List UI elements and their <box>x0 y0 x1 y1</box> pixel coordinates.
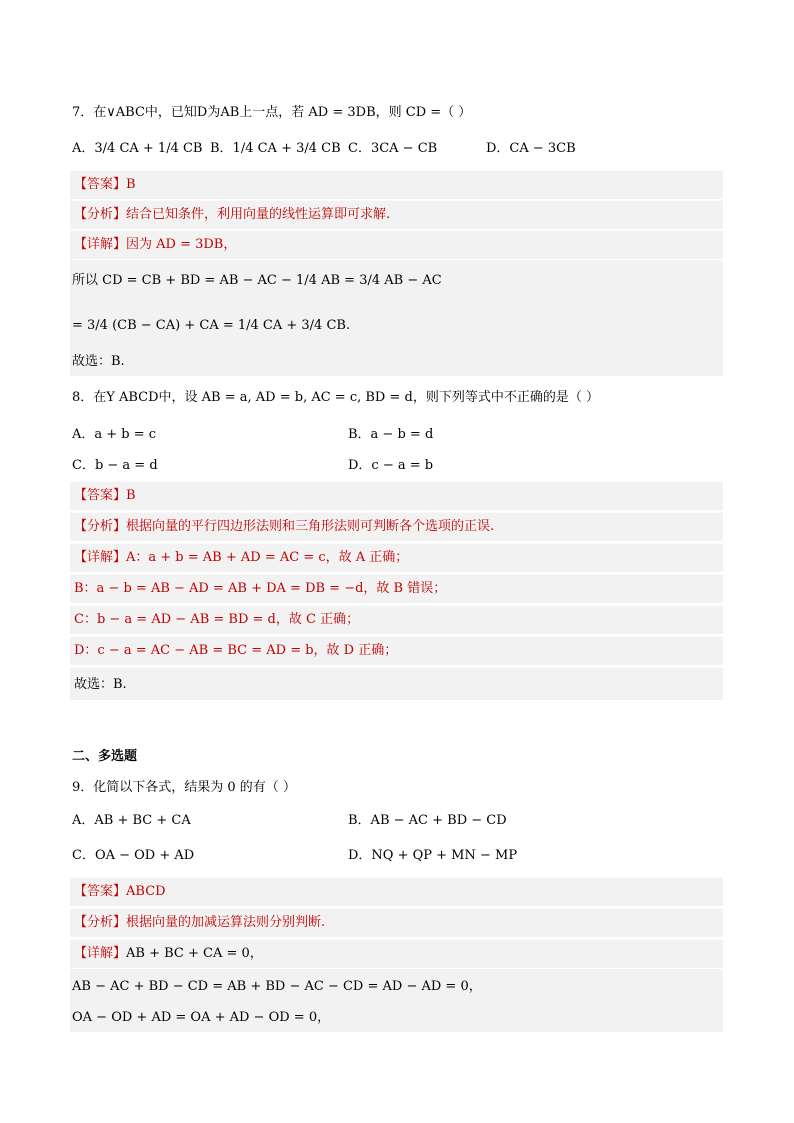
q7-analysis-row <box>70 200 723 229</box>
q8-option-d: D．c − a = b <box>348 458 434 473</box>
q9-option-d: D．NQ + QP + MN − MP <box>348 848 518 863</box>
q9-detail-row <box>70 939 723 968</box>
q8-detail-c-row <box>70 605 723 634</box>
q8-option-b: B．a − b = d <box>348 427 434 442</box>
analysis-tag: 【分析】 <box>74 207 127 222</box>
q9-option-b: B．AB − AC + BD − CD <box>348 813 507 828</box>
q7-detail: 因为 AD = 3DB， <box>126 237 237 252</box>
q8-analysis-row <box>70 512 723 541</box>
analysis-tag: 【分析】 <box>74 915 127 930</box>
detail-tag: 【详解】 <box>74 550 127 565</box>
q7-step-1: 所以 CD = CB + BD = AB − AC − 1/4 AB = 3/4 AB − AC <box>72 273 442 288</box>
analysis-tag: 【分析】 <box>74 519 127 534</box>
q9-stem: 9．化简以下各式，结果为 0 的有（ ） <box>72 780 296 795</box>
q8-answer: B <box>126 488 136 503</box>
answer-tag: 【答案】 <box>74 177 127 192</box>
q7-analysis: 结合已知条件，利用向量的线性运算即可求解. <box>126 207 391 222</box>
q7-answer-row <box>70 170 723 199</box>
q8-detail-d-row <box>70 636 723 665</box>
q8-answer-row <box>70 481 723 510</box>
q9-analysis-row <box>70 908 723 937</box>
q7-detail-row <box>70 230 723 259</box>
q8-conclusion-row <box>70 667 723 700</box>
q7-stem: 7．在∨ABC中，已知D为AB上一点，若 AD = 3DB，则 CD =（ ） <box>72 105 472 120</box>
q9-answer: ABCD <box>126 884 166 899</box>
q9-step-1: AB − AC + BD − CD = AB + BD − AC − CD = AD − AD = 0， <box>72 979 482 994</box>
q8-detail-row <box>70 543 723 572</box>
q8-analysis: 根据向量的平行四边形法则和三角形法则可判断各个选项的正误. <box>126 519 495 534</box>
q8-conclusion: 故选：B. <box>74 677 127 692</box>
q8-detail-b: B：a − b = AB − AD = AB + DA = DB = −d，故 B 错误； <box>74 581 447 596</box>
q9-option-c: C．OA − OD + AD <box>72 848 195 863</box>
q8-detail-a: A：a + b = AB + AD = AC = c，故 A 正确； <box>126 550 409 565</box>
answer-tag: 【答案】 <box>74 488 127 503</box>
answer-tag: 【答案】 <box>74 884 127 899</box>
q8-detail-b-row <box>70 574 723 603</box>
q9-step-2: OA − OD + AD = OA + AD − OD = 0， <box>72 1010 331 1025</box>
q8-option-a: A．a + b = c <box>72 427 157 442</box>
q9-option-a: A．AB + BC + CA <box>72 813 191 828</box>
section-heading: 二、多选题 <box>72 749 138 764</box>
q9-answer-row <box>70 877 723 906</box>
q8-detail-d: D：c − a = AC − AB = BC = AD = b，故 D 正确； <box>74 643 398 658</box>
q8-option-c: C．b − a = d <box>72 458 158 473</box>
detail-tag: 【详解】 <box>74 237 127 252</box>
q9-analysis: 根据向量的加减运算法则分别判断. <box>126 915 326 930</box>
q7-option-a: A．3/4 CA + 1/4 CB <box>72 141 203 156</box>
q7-answer: B <box>126 177 136 192</box>
q9-detail: AB + BC + CA = 0， <box>126 946 263 961</box>
q7-conclusion: 故选：B. <box>72 354 125 369</box>
q7-option-b: B．1/4 CA + 3/4 CB <box>210 141 341 156</box>
q8-stem: 8．在Y ABCD中，设 AB = a, AD = b, AC = c, BD = d，则下列等式中不正确的是（ ） <box>72 390 599 405</box>
q7-option-c: C．3CA − CB <box>348 141 438 156</box>
q8-detail-c: C：b − a = AD − AB = BD = d，故 C 正确； <box>74 612 360 627</box>
q7-option-d: D．CA − 3CB <box>486 141 576 156</box>
q7-step-2: = 3/4 (CB − CA) + CA = 1/4 CA + 3/4 CB. <box>72 318 351 333</box>
detail-tag: 【详解】 <box>74 946 127 961</box>
